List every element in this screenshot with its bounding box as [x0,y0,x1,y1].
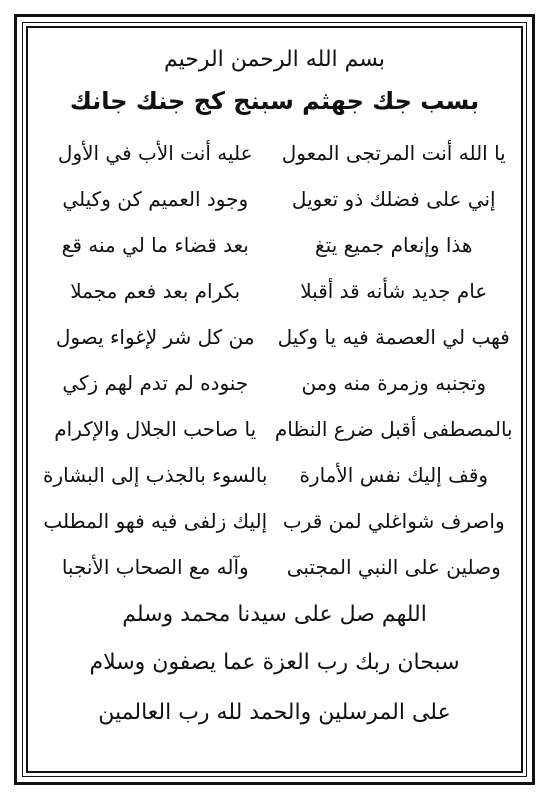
verse-row [36,452,513,498]
verse-right-hemistich: إني على فضلك ذو تعويل [291,187,496,211]
verse-right-hemistich: وصلين على النبي المجتبى [286,555,501,579]
verse-row [36,176,513,222]
verse-left-hemistich: بالسوء بالجذب إلى البشارة [43,463,268,487]
document-page [36,38,513,763]
closing-line-2: سبحان ربك رب العزة عما يصفون وسلام [89,650,460,675]
verse-right-hemistich: فهب لي العصمة فيه يا وكيل [277,325,510,349]
verse-left-hemistich: وآله مع الصحاب الأنجبا [61,555,249,579]
verse-row [36,268,513,314]
verse-left-hemistich: عليه أنت الأب في الأول [57,141,253,165]
verse-left-hemistich: من كل شر لإغواء يصول [55,325,255,349]
verse-right-hemistich: يا الله أنت المرتجى المعول [281,141,506,165]
verse-row [36,314,513,360]
verse-right-hemistich: واصرف شواغلي لمن قرب [282,509,505,533]
verse-row [36,360,513,406]
closing-line-1: اللهم صل على سيدنا محمد وسلم [122,602,427,627]
verse-row [36,406,513,452]
verse-left-hemistich: بعد قضاء ما لي منه قع [61,233,249,257]
verse-right-hemistich: هذا وإنعام جميع يتغ [315,233,473,257]
verse-left-hemistich: إليك زلفى فيه فهو المطلب [43,509,268,533]
closing-line-3: على المرسلين والحمد لله رب العالمين [98,700,451,725]
verse-left-hemistich: بكرام بعد فعم مجملا [70,279,241,303]
verse-row [36,130,513,176]
verse-row [36,222,513,268]
verse-row [36,544,513,590]
verse-left-hemistich: وجود العميم كن وكيلي [62,187,249,211]
verse-right-hemistich: وتجنبه وزمرة منه ومن [301,371,487,395]
verse-left-hemistich: يا صاحب الجلال والإكرام [54,417,257,441]
verse-left-hemistich: جنوده لم تدم لهم زكي [62,371,249,395]
verse-row [36,498,513,544]
verse-right-hemistich: بالمصطفى أقبل ضرع النظام [274,417,513,441]
subtitle-line: بسب جك جهثم سبنج كج جنك جانك [69,87,480,115]
verse-right-hemistich: وقف إليك نفس الأمارة [299,463,489,487]
basmala-heading: بسم الله الرحمن الرحيم [163,47,386,72]
verse-list [36,130,513,590]
verse-right-hemistich: عام جديد شأنه قد أقبلا [300,279,488,303]
